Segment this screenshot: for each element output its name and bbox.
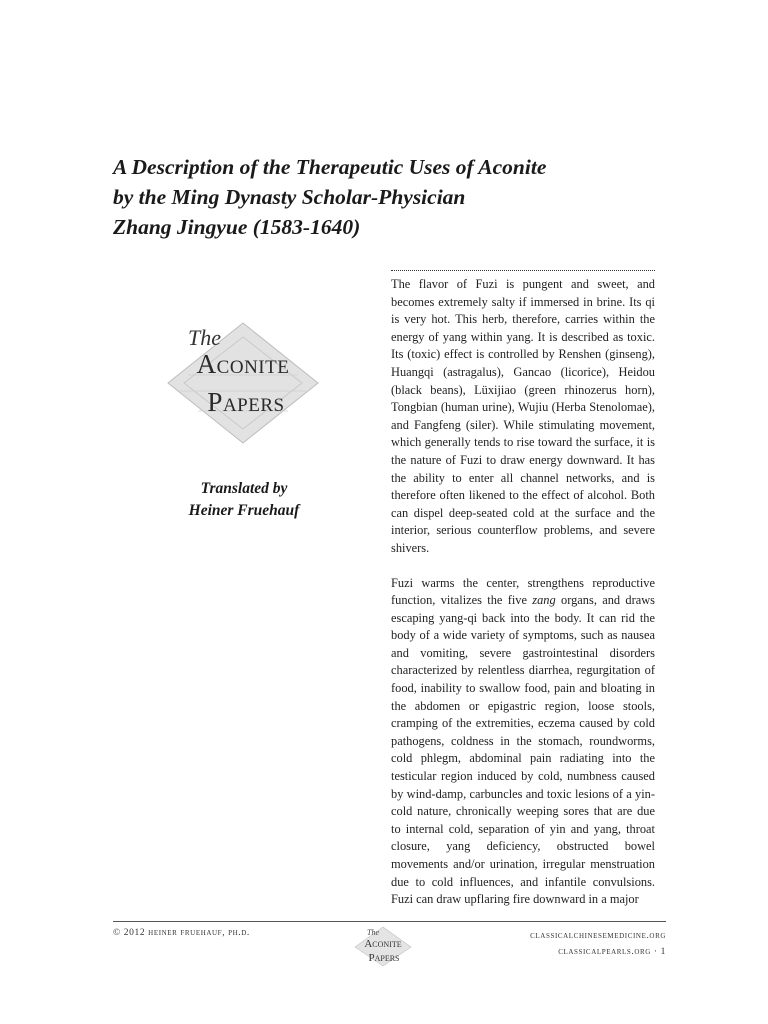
article-title xyxy=(113,152,673,242)
footer-site-2: classicalpearls.org · 1 xyxy=(558,947,666,957)
footer-logo-the: The xyxy=(367,928,379,937)
paragraph-2-emphasis: zang xyxy=(532,593,556,608)
article-body xyxy=(391,276,655,909)
footer-sites xyxy=(530,928,666,960)
paragraph-2 xyxy=(391,575,655,909)
title-line-2: by the Ming Dynasty Scholar-Physician xyxy=(113,185,466,209)
logo-word-aconite: Aconite xyxy=(196,349,290,379)
footer-rule xyxy=(113,921,666,922)
footer-logo-aconite: Aconite xyxy=(364,938,402,950)
aconite-papers-logo xyxy=(158,315,328,445)
logo-word-papers: Papers xyxy=(207,387,285,417)
footer-logo xyxy=(353,925,413,967)
dotted-divider xyxy=(391,270,655,271)
title-line-3: Zhang Jingyue (1583-1640) xyxy=(113,215,361,239)
credit-line-1: Translated by xyxy=(200,480,288,497)
paragraph-1: The flavor of Fuzi is pungent and sweet, and becomes extremely salty if immersed in brine. Its qi is very hot. This herb, therefore, carries within the energy of yang within yang. It is described as toxic. Its (toxic) effect is controlled by Renshen (ginseng), Huangqi (astragalus), Gancao (licorice), Heidou (black beans), Lüxijiao (green rhinozerus horn), Tongbian (human urine), Wujiu (Herba Stenolomae), and Fangfeng (siler). While stimulating movement, which generally tends to rise toward the surface, it is the nature of Fuzi to draw energy downward. It has the ability to enter all channel networks, and is therefore often likened to the effect of alcohol. Both can dispel deep-seated cold at the surface and the interior, serious counterflow problems, and severe shivers. xyxy=(391,277,655,555)
translator-credit xyxy=(160,478,328,522)
paragraph-2-part-b: organs, and draws escaping yang-qi back into the body. It can rid the body of a wide variety of symptoms, such as nausea and vomiting, severe gastrointestinal disorders characterized by relentless diarrhea, regurgitation of food, inability to swallow food, pain and bloating in the abdomen or epigastric region, loose stools, cramping of the extremities, eczema caused by cold pathogens, coldness in the stomach, roundworms, cold phlegm, abdominal pain radiating into the testicular region induced by cold, numbness caused by wind-damp, carbuncles and toxic lesions of a yin-cold nature, chronically weeping sores that are due to internal cold, separation of yin and yang, throat closure, yang deficiency, obstructed bowel movements and/or urination, irregular menstruation due to cold influences, and infantile convulsions. Fuzi can draw upflaring fire downward in a major xyxy=(391,593,655,907)
title-line-1: A Description of the Therapeutic Uses of Aconite xyxy=(113,155,547,179)
paragraph-2-part-a: Fuzi warms the center, strengthens reproductive function, vitalizes the five xyxy=(391,575,655,608)
footer-site-1: classicalchinesemedicine.org xyxy=(530,931,666,941)
logo-the: The xyxy=(188,325,221,350)
credit-line-2: Heiner Fruehauf xyxy=(188,502,300,519)
footer-logo-papers: Papers xyxy=(368,952,400,964)
footer-copyright: © 2012 heiner fruehauf, ph.d. xyxy=(113,928,250,938)
